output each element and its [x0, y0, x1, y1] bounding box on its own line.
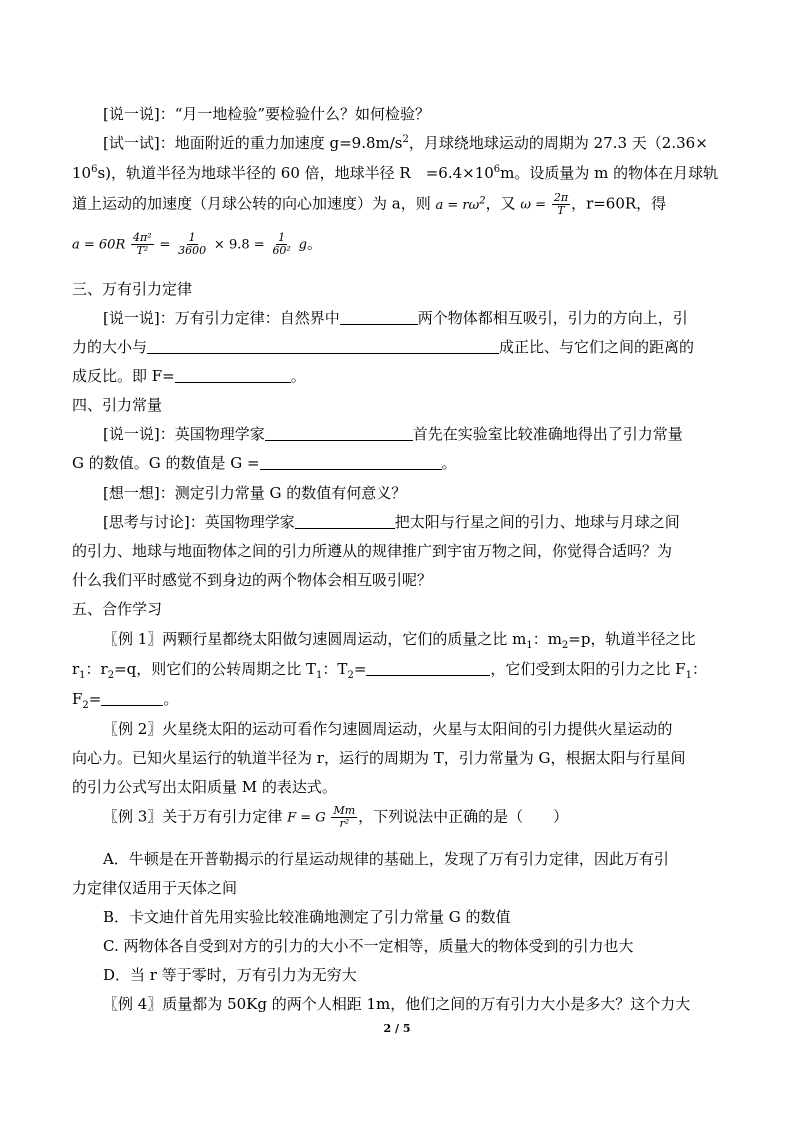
prompt-shuo-yi-shuo-2: [说一说]：万有引力定律：自然界中 两个物体都相互吸引，引力的方向上，引 — [103, 309, 688, 327]
text-line: 道上运动的加速度（月球公转的向心加速度）为 a，则 $a = r\omega^2$，又 ω = $\frac{2\pi}{T}$ ，r=60R，得 — [72, 191, 667, 217]
text-line: 的引力公式写出太阳质量 M 的表达式。 — [72, 778, 337, 796]
fill-blank[interactable] — [295, 513, 395, 529]
fill-blank[interactable] — [340, 309, 418, 325]
formula-acceleration: a = 60R $\frac{\text{4π²}}{\text{T²}}$ = $\frac{1}{3600}$ × 9.8 = $\frac{1}{\text{60²}}$ g。 — [72, 231, 322, 257]
text-line: 的引力、地球与地面物体之间的引力所遵从的规律推广到宇宙万物之间，你觉得合适吗？为 — [72, 542, 673, 560]
example-4: 〖例 4〗质量都为 50Kg 的两个人相距 1m，他们之间的万有引力大小是多大？这个力大 — [103, 995, 691, 1013]
text-line: G 的数值。G 的数值是 G = 。 — [72, 454, 457, 472]
fraction-4pi2-over-t2: $\frac{\text{4π²}}{\text{T²}}$ — [133, 231, 152, 257]
text-line: 向心力。已知火星运行的轨道半径为 r，运行的周期为 T，引力常量为 G，根据太阳与行星间 — [72, 749, 686, 767]
option-b[interactable]: B．卡文迪什首先用实验比较准确地测定了引力常量 G 的数值 — [103, 908, 511, 926]
example-2: 〖例 2〗火星绕太阳的运动可看作匀速圆周运动，火星与太阳间的引力提供火星运动的 — [103, 720, 673, 738]
fill-blank[interactable] — [265, 425, 413, 441]
formula-omega: ω = — [520, 197, 547, 213]
option-a[interactable]: A．牛顿是在开普勒揭示的行星运动规律的基础上，发现了万有引力定律，因此万有引 — [103, 850, 669, 868]
prompt-shuo-yi-shuo-1: [说一说]：“月一地检验”要检验什么？如何检验？ — [103, 105, 431, 123]
prompt-shi-yi-shi: [试一试]：地面附近的重力加速度 $g=9.8m/s^2$，月球绕地球运动的周期为 27.3 天（2.36× — [103, 134, 708, 152]
text-line: $10^6s$)，轨道半径为地球半径的 60 倍，地球半径 R $=6.4\times 10^6m$。设质量为 m 的物体在月球轨 — [72, 164, 719, 182]
fraction-1-over-60sq: $\frac{1}{\text{60²}}$ — [272, 231, 291, 257]
prompt-shuo-yi-shuo-3: [说一说]：英国物理学家 首先在实验室比较准确地得出了引力常量 — [103, 425, 683, 443]
option-a-continued: 力定律仅适用于天体之间 — [72, 879, 238, 897]
page-number: 2 / 5 — [383, 1022, 411, 1035]
text-line: 什么我们平时感觉不到身边的两个物体会相互吸引呢？ — [72, 571, 433, 589]
fraction-1-over-3600: $\frac{1}{3600}$ — [178, 231, 207, 257]
section-heading-4: 四、引力常量 — [72, 396, 163, 414]
fraction-2pi-over-t: $\frac{2\pi}{T}$ — [553, 191, 569, 217]
option-d[interactable]: D．当 r 等于零时，万有引力为无穷大 — [103, 966, 357, 984]
text-line: $r_1$：$r_2=q$，则它们的公转周期之比 $T_1$：$T_2=$ ，它们受到太阳的引力之比 $F_1$： — [72, 660, 707, 681]
fill-blank[interactable] — [101, 690, 163, 706]
option-c[interactable]: C. 两物体各自受到对方的引力的大小不一定相等，质量大的物体受到的引力也大 — [103, 937, 634, 955]
text-line: $F_2=$ 。 — [72, 690, 179, 711]
prompt-discussion: [思考与讨论]：英国物理学家 把太阳与行星之间的引力、地球与月球之间 — [103, 513, 680, 531]
fill-blank[interactable] — [175, 367, 291, 383]
formula-a-r-omega: $a = r\omega^2$ — [435, 195, 486, 213]
prompt-xiang-yi-xiang: [想一想]：测定引力常量 G 的数值有何意义？ — [103, 484, 407, 502]
text-line: 成反比。即 F= 。 — [72, 367, 306, 385]
example-1: 〖例 1〗两颗行星都绕太阳做匀速圆周运动，它们的质量之比 $m_1$：$m_2=p$，轨道半径之比 — [103, 630, 696, 651]
fill-blank[interactable] — [366, 660, 490, 676]
example-3: 〖例 3〗关于万有引力定律 F = G $\frac{Mm}{\text{r²}}$ ，下列说法中正确的是（ ） — [103, 804, 569, 830]
section-heading-5: 五、合作学习 — [72, 600, 163, 618]
fraction-mm-over-r2: $\frac{Mm}{\text{r²}}$ — [333, 804, 356, 830]
fill-blank[interactable] — [260, 454, 442, 470]
text-line: 力的大小与 成正比、与它们之间的距离的 — [72, 338, 695, 356]
section-heading-3: 三、万有引力定律 — [72, 280, 193, 298]
fill-blank[interactable] — [147, 338, 499, 354]
